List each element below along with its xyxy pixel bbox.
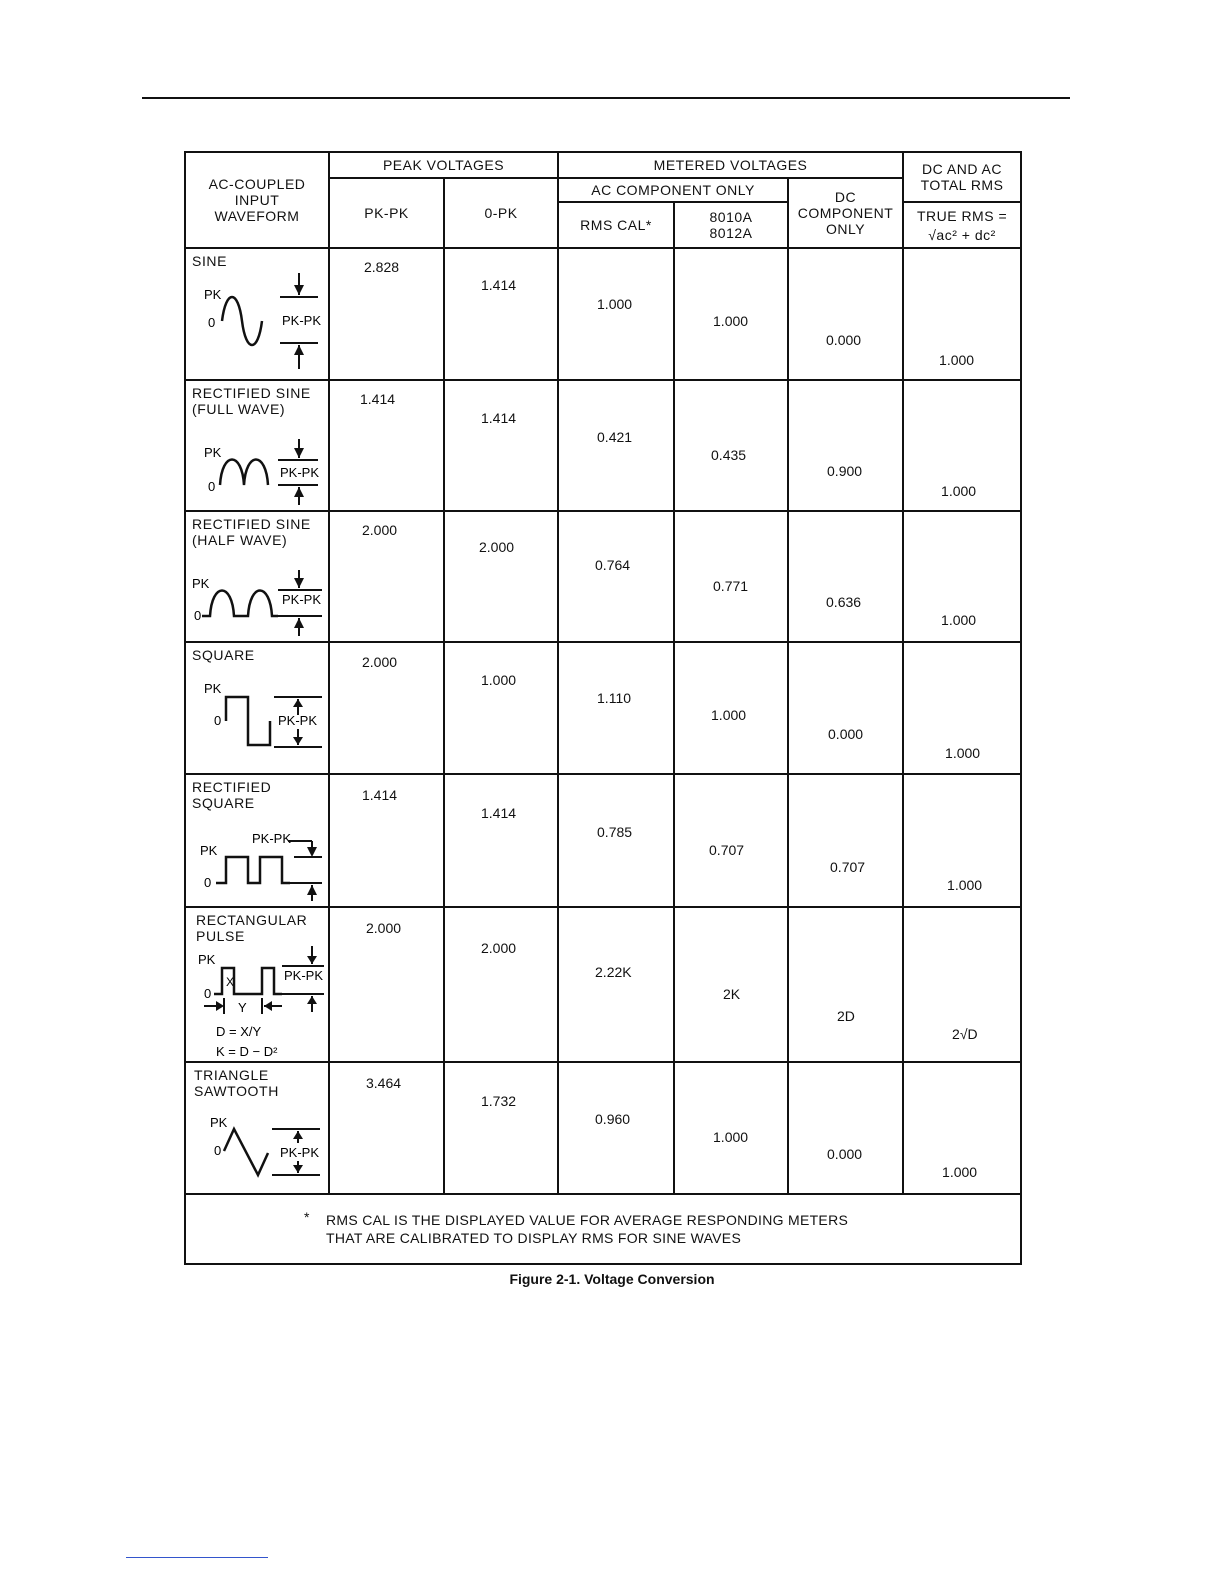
value-dc: 2D [837,1008,855,1024]
value-pk-pk: 1.414 [362,787,398,803]
waveform-name: RECTIFIED SINE (FULL WAVE) [192,385,311,417]
svg-text:Y: Y [238,1000,247,1015]
header-0-pk: 0-PK [444,178,558,248]
header-waveform: AC-COUPLED INPUT WAVEFORM [185,152,329,248]
value-dc: 0.000 [827,1146,863,1162]
svg-text:0: 0 [208,479,216,494]
svg-text:X: X [226,975,235,989]
page-top-rule [142,97,1070,99]
value-pk-pk: 2.000 [362,654,398,670]
value-meter: 0.707 [709,842,745,858]
waveform-name: RECTANGULAR PULSE [196,912,308,944]
header-dc-component-only: DC COMPONENT ONLY [788,178,903,248]
figure-caption: Figure 2-1. Voltage Conversion [509,1271,715,1287]
header-metered-voltages: METERED VOLTAGES [558,152,903,178]
waveform-name: SQUARE [192,647,255,663]
svg-text:PK: PK [204,681,222,696]
waveform-name: SINE [192,253,228,269]
svg-text:PK-PK: PK-PK [280,1145,320,1160]
value-rms-cal: 0.785 [597,824,633,840]
waveform-name: TRIANGLE SAWTOOTH [194,1067,279,1099]
triangle-sawtooth-diagram [186,1063,330,1195]
value-rms-cal: 0.764 [595,557,631,573]
value-0-pk: 2.000 [479,539,515,555]
waveform-cell-rectangular-pulse [185,907,329,1062]
value-0-pk: 1.732 [481,1093,517,1109]
value-pk-pk: 2.000 [362,522,398,538]
full-wave-rectified-diagram [186,381,330,512]
svg-text:PK-PK: PK-PK [252,831,292,846]
value-dc: 0.000 [828,726,864,742]
value-meter: 0.435 [711,447,747,463]
svg-text:PK-PK: PK-PK [282,313,322,328]
rectangular-pulse-diagram [186,908,330,1063]
table-row [185,907,1021,1062]
value-rms-cal: 1.110 [597,690,632,706]
svg-text:K = D − D²: K = D − D² [216,1044,278,1059]
svg-text:PK: PK [204,287,222,302]
table-row [185,511,1021,642]
value-0-pk: 1.414 [481,277,517,293]
value-total-rms: 1.000 [947,877,983,893]
svg-text:PK-PK: PK-PK [280,465,320,480]
footnote-cell [185,1194,1021,1264]
voltage-conversion-table [184,151,1020,1263]
waveform-cell-square [185,642,329,774]
value-meter: 1.000 [713,1129,749,1145]
svg-text:0: 0 [194,608,202,623]
svg-text:0: 0 [204,986,212,1001]
table-row [185,380,1021,511]
svg-text:PK: PK [204,445,222,460]
value-total-rms: 1.000 [941,612,977,628]
header-true-rms: TRUE RMS = √ac² + dc² [903,202,1021,248]
table-row [185,774,1021,907]
value-rms-cal: 1.000 [597,296,633,312]
header-dc-ac-total-rms: DC AND AC TOTAL RMS [903,152,1021,202]
value-rms-cal: 2.22K [595,964,632,980]
value-pk-pk: 3.464 [366,1075,402,1091]
svg-text:0: 0 [204,875,212,890]
header-rms-cal: RMS CAL* [558,202,674,248]
value-total-rms: 1.000 [939,352,975,368]
header-ac-component-only: AC COMPONENT ONLY [558,178,788,202]
value-meter: 1.000 [711,707,747,723]
table-row [185,642,1021,774]
value-0-pk: 1.414 [481,410,517,426]
svg-text:PK-PK: PK-PK [282,592,322,607]
svg-text:PK: PK [210,1115,228,1130]
waveform-name: RECTIFIED SQUARE [192,779,272,811]
svg-text:0: 0 [214,713,222,728]
waveform-cell-rectified-sine-half [185,511,329,642]
waveform-cell-triangle-sawtooth [185,1062,329,1194]
svg-text:0: 0 [214,1143,222,1158]
table-row [185,248,1021,380]
svg-text:PK: PK [200,843,218,858]
waveform-name: RECTIFIED SINE (HALF WAVE) [192,516,311,548]
waveform-cell-rectified-sine-full [185,380,329,511]
header-peak-voltages: PEAK VOLTAGES [329,152,558,178]
value-0-pk: 1.000 [481,672,517,688]
value-0-pk: 2.000 [481,940,517,956]
page-bottom-rule [126,1557,268,1558]
value-rms-cal: 0.960 [595,1111,631,1127]
value-total-rms: 1.000 [942,1164,978,1180]
value-total-rms: 2√D [952,1026,978,1042]
value-0-pk: 1.414 [481,805,517,821]
table-row [185,1062,1021,1194]
svg-text:0: 0 [208,315,216,330]
svg-text:D = X/Y: D = X/Y [216,1024,262,1039]
square-wave-diagram [186,643,330,775]
value-pk-pk: 2.000 [366,920,402,936]
value-pk-pk: 1.414 [360,391,396,407]
value-rms-cal: 0.421 [597,429,633,445]
value-dc: 0.000 [826,332,862,348]
svg-text:PK-PK: PK-PK [278,713,318,728]
value-dc: 0.707 [830,859,866,875]
half-wave-rectified-diagram [186,512,330,643]
footnote-text: RMS CAL IS THE DISPLAYED VALUE FOR AVERAGE RESPONDING METERS THAT ARE CALIBRATED TO DISPLAY RMS FOR SINE WAVES [326,1212,849,1246]
svg-text:PK: PK [192,576,210,591]
value-meter: 1.000 [713,313,749,329]
value-total-rms: 1.000 [941,483,977,499]
footnote-star: * [304,1209,310,1225]
value-meter: 2K [723,986,741,1002]
value-meter: 0.771 [713,578,749,594]
header-pk-pk: PK-PK [329,178,444,248]
svg-text:PK: PK [198,952,216,967]
value-dc: 0.636 [826,594,862,610]
value-total-rms: 1.000 [945,745,981,761]
header-meter-models: 8010A 8012A [674,202,788,248]
waveform-cell-rectified-square [185,774,329,907]
value-pk-pk: 2.828 [364,259,400,275]
svg-text:PK-PK: PK-PK [284,968,324,983]
waveform-cell-sine [185,248,329,380]
value-dc: 0.900 [827,463,863,479]
rectified-square-diagram [186,775,330,908]
sine-wave-diagram [186,249,330,381]
